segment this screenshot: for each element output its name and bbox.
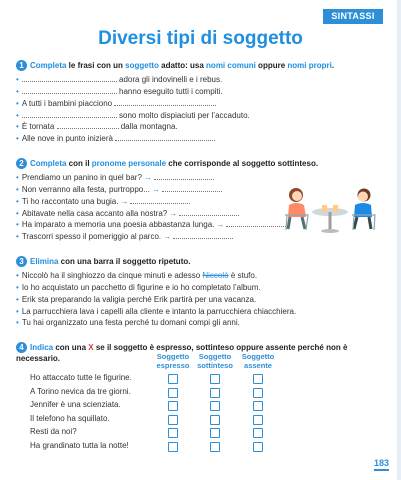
item-text-after: dalla montagna. xyxy=(118,122,178,132)
children-at-table-illustration xyxy=(278,185,378,235)
list-item[interactable] xyxy=(16,294,387,306)
item-text: Tu hai organizzato una festa perché tu domani compi gli anni. xyxy=(21,318,240,328)
answer-blank[interactable] xyxy=(115,133,216,143)
struck-subject: Niccolò xyxy=(202,271,229,281)
answer-checkbox[interactable] xyxy=(253,401,263,411)
instruction-text: oppure xyxy=(255,61,288,70)
answer-blank[interactable] xyxy=(22,74,117,82)
answer-checkbox[interactable] xyxy=(210,415,220,425)
instruction-text: con una barra il soggetto ripetuto. xyxy=(58,257,191,266)
bullet-icon: • xyxy=(16,318,19,328)
instruction-text: le frasi con un xyxy=(66,61,126,70)
item-text-before: È tornata xyxy=(21,122,57,132)
answer-checkbox[interactable] xyxy=(168,442,178,452)
instruction-text: adatto: usa xyxy=(158,61,207,70)
answer-checkbox[interactable] xyxy=(210,388,220,398)
item-text-before: Alle nove in punto inizierà xyxy=(21,133,116,143)
instruction-text: soggetto xyxy=(125,61,159,70)
item-text: Abitavate nella casa accanto alla nostra? xyxy=(21,208,168,218)
bullet-icon: • xyxy=(16,75,19,85)
page-title: Diversi tipi di soggetto xyxy=(98,28,303,49)
table-row-label: Ha grandinato tutta la notte! xyxy=(30,440,129,450)
list-item xyxy=(16,86,387,98)
column-header-line2: espresso xyxy=(156,361,190,370)
exercise-number: 4 xyxy=(16,342,27,353)
instruction-text: Completa xyxy=(30,61,67,70)
bullet-icon: • xyxy=(16,173,19,183)
answer-checkbox[interactable] xyxy=(253,442,263,452)
answer-blank[interactable] xyxy=(57,121,119,129)
exercise-3-items xyxy=(16,270,387,329)
answer-blank[interactable] xyxy=(173,231,233,239)
answer-blank[interactable] xyxy=(179,208,239,216)
item-text: Io ho acquistato un pacchetto di figurine e io ho completato l’album. xyxy=(21,283,261,293)
exercise-2-instruction xyxy=(16,158,387,169)
answer-blank[interactable] xyxy=(130,196,190,204)
arrow-right-icon: → xyxy=(143,173,152,183)
item-text: Ti ho raccontato una bugia. xyxy=(21,196,119,206)
exercise-3-instruction xyxy=(16,256,387,267)
answer-blank[interactable] xyxy=(154,172,214,180)
instruction-text: nomi comuni xyxy=(206,61,256,70)
item-text-after: . xyxy=(214,98,217,108)
arrow-right-icon: → xyxy=(216,220,225,230)
item-text: Non verranno alla festa, purtroppo... xyxy=(21,185,150,195)
table-row-label: Ho attaccato tutte le figurine. xyxy=(30,373,132,382)
bullet-icon: • xyxy=(16,220,19,230)
bullet-icon: • xyxy=(16,271,19,281)
table-row-label: Il telefono ha squillato. xyxy=(30,413,110,423)
list-item xyxy=(16,110,387,122)
page-edge xyxy=(397,0,401,480)
list-item xyxy=(16,98,387,110)
bullet-icon: • xyxy=(16,196,19,206)
bullet-icon: • xyxy=(16,122,19,132)
bullet-icon: • xyxy=(16,98,19,108)
exercise-3 xyxy=(16,256,387,329)
list-item xyxy=(16,133,387,145)
instruction-text: X xyxy=(88,343,94,352)
answer-checkbox[interactable] xyxy=(168,401,178,411)
bullet-icon: • xyxy=(16,231,19,241)
list-item[interactable] xyxy=(16,270,387,282)
column-header-line2: sottinteso xyxy=(197,361,233,370)
answer-checkbox[interactable] xyxy=(168,374,178,384)
list-item xyxy=(16,74,387,86)
answer-checkbox[interactable] xyxy=(168,428,178,438)
instruction-text: con una xyxy=(53,343,89,352)
list-item[interactable] xyxy=(16,306,387,318)
answer-checkbox[interactable] xyxy=(210,401,220,411)
table-row-label: Resti da noi? xyxy=(30,427,77,436)
exercise-1 xyxy=(16,60,387,145)
item-text: Trascorri spesso il pomeriggio al parco. xyxy=(21,231,162,241)
instruction-text: se il soggetto è espresso, sottinteso oppure assente perché non è necessario. xyxy=(16,343,348,364)
instruction-text: nomi propri xyxy=(287,61,332,70)
item-text-after: hanno eseguito tutti i compiti. xyxy=(116,87,223,97)
bullet-icon: • xyxy=(16,283,19,293)
arrow-right-icon: → xyxy=(151,185,160,195)
bullet-icon: • xyxy=(16,306,19,316)
bullet-icon: • xyxy=(16,110,19,120)
answer-blank[interactable] xyxy=(22,86,117,94)
answer-blank[interactable] xyxy=(162,184,222,192)
instruction-text: . xyxy=(331,61,335,70)
bullet-icon: • xyxy=(16,294,19,304)
table-row-label: A Torino nevica da tre giorni. xyxy=(30,386,131,396)
item-text-after: . xyxy=(213,133,216,143)
exercise-1-instruction xyxy=(16,60,387,71)
arrow-right-icon: → xyxy=(163,231,172,241)
answer-checkbox[interactable] xyxy=(253,415,263,425)
page-number: 183 xyxy=(374,458,389,471)
item-text: Niccolò ha il singhiozzo da cinque minuti e adesso xyxy=(21,271,203,281)
answer-blank[interactable] xyxy=(114,98,217,108)
answer-checkbox[interactable] xyxy=(168,415,178,425)
item-text: La parrucchiera lava i capelli alla cliente e intanto la parrucchiera chiacchiera. xyxy=(21,306,297,316)
item-text: Prendiamo un panino in quel bar? xyxy=(21,173,142,183)
answer-checkbox[interactable] xyxy=(168,388,178,398)
instruction-text: pronome personale xyxy=(91,159,167,168)
answer-checkbox[interactable] xyxy=(253,428,263,438)
instruction-text: Completa xyxy=(30,159,67,168)
bullet-icon: • xyxy=(16,208,19,218)
list-item[interactable] xyxy=(16,317,387,329)
table-row-label: Jennifer è una scienziata. xyxy=(30,400,121,409)
exercise-number: 2 xyxy=(16,158,27,169)
arrow-right-icon: → xyxy=(169,208,178,218)
section-tag: SINTASSI xyxy=(323,9,383,24)
column-header-line1: Soggetto xyxy=(198,352,232,361)
bullet-icon: • xyxy=(16,185,19,195)
item-text: Ha imparato a memoria una poesia abbastanza lunga. xyxy=(21,220,215,230)
instruction-text: Elimina xyxy=(30,257,59,266)
column-header xyxy=(152,352,194,370)
item-text-after: sono molto dispiaciuti per l’accaduto. xyxy=(116,110,250,120)
item-text-before: A tutti i bambini piacciono xyxy=(21,98,115,108)
instruction-text: Indica xyxy=(30,343,54,352)
exercise-number: 3 xyxy=(16,256,27,267)
arrow-right-icon: → xyxy=(120,196,129,206)
exercise-1-items xyxy=(16,74,387,144)
instruction-text: con il xyxy=(66,159,92,168)
column-header-line1: Soggetto xyxy=(156,352,190,361)
exercise-number: 1 xyxy=(16,60,27,71)
bullet-icon: • xyxy=(16,87,19,97)
list-item xyxy=(16,172,387,184)
column-header-line1: Soggetto xyxy=(241,352,275,361)
answer-blank[interactable] xyxy=(22,110,117,118)
column-header-line2: assente xyxy=(244,361,272,370)
item-text-after: adora gli indovinelli e i rebus. xyxy=(116,75,223,85)
answer-checkbox[interactable] xyxy=(253,374,263,384)
item-text-after: è stufo. xyxy=(228,271,258,281)
instruction-text: che corrisponde al soggetto sottinteso. xyxy=(166,159,319,168)
answer-checkbox[interactable] xyxy=(210,428,220,438)
bullet-icon: • xyxy=(16,133,19,143)
answer-checkbox[interactable] xyxy=(210,374,220,384)
list-item xyxy=(16,121,387,133)
column-header xyxy=(194,352,236,370)
answer-checkbox[interactable] xyxy=(253,388,263,398)
item-text: Erik sta preparando la valigia perché Erik partirà per una vacanza. xyxy=(21,294,257,304)
column-header xyxy=(237,352,279,370)
answer-checkbox[interactable] xyxy=(210,442,220,452)
list-item[interactable] xyxy=(16,282,387,294)
